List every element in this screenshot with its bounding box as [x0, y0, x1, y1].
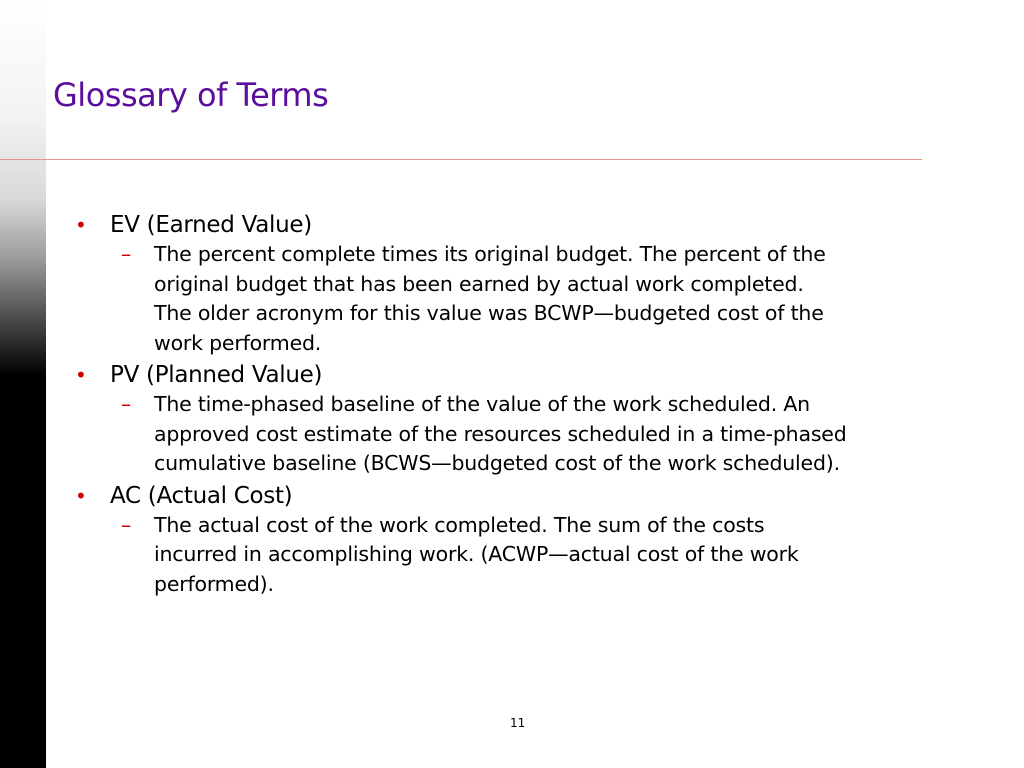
definition-line: The older acronym for this value was BCWP—budgeted cost of the	[154, 301, 824, 325]
definition-line: work performed.	[154, 330, 322, 355]
bullet-icon: •	[75, 483, 87, 508]
definition-line: The percent complete times its original budget. The percent of the	[154, 242, 826, 266]
definition-line: cumulative baseline (BCWS—budgeted cost of the work scheduled).	[154, 451, 840, 475]
term-ac	[70, 481, 990, 511]
definition-pv	[70, 390, 990, 479]
definition-line: The actual cost of the work completed. The sum of the costs	[154, 512, 765, 537]
term-pv	[70, 360, 990, 390]
definition-line: performed).	[154, 571, 274, 596]
dash-icon: –	[121, 512, 132, 537]
dash-icon: –	[121, 392, 132, 416]
left-gradient-bar	[0, 0, 46, 768]
definition-line: approved cost estimate of the resources scheduled in a time-phased	[154, 421, 847, 446]
definition-line: The time-phased baseline of the value of the work scheduled. An	[154, 392, 810, 416]
bullet-icon: •	[75, 213, 87, 237]
bullet-icon: •	[75, 363, 87, 387]
page-number: 11	[510, 716, 526, 730]
glossary-list	[70, 208, 990, 601]
term-ev	[70, 210, 990, 240]
title-divider	[0, 159, 922, 160]
definition-ev	[70, 240, 990, 358]
definition-line: original budget that has been earned by actual work completed.	[154, 271, 804, 296]
term-label: AC (Actual Cost)	[110, 482, 293, 509]
term-label: EV (Earned Value)	[110, 212, 312, 238]
definition-ac	[70, 511, 990, 600]
definition-line: incurred in accomplishing work. (ACWP—actual cost of the work	[154, 542, 799, 566]
dash-icon: –	[121, 242, 132, 266]
term-label: PV (Planned Value)	[110, 362, 323, 388]
slide-title: Glossary of Terms	[53, 76, 329, 114]
